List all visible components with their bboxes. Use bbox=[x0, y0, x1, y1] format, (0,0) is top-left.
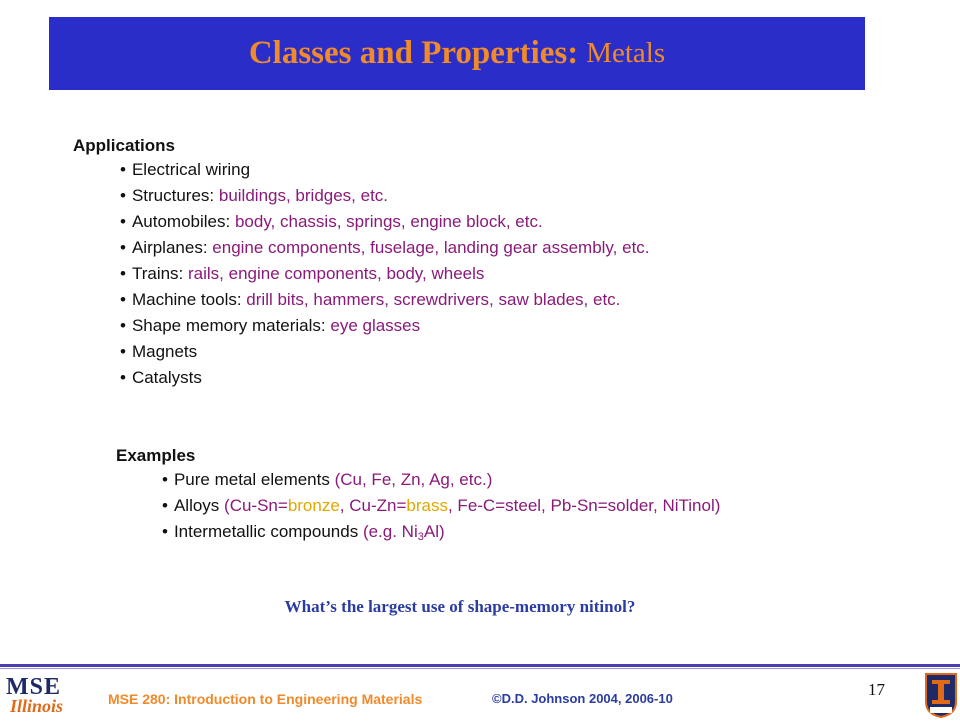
list-item: • Intermetallic compounds (e.g. $Ni_3Al$) bbox=[162, 522, 445, 543]
title-bar bbox=[49, 17, 865, 90]
applications-list bbox=[120, 157, 650, 391]
list-item: • Trains: rails, engine components, body, wheels bbox=[120, 264, 485, 283]
list-item: • Airplanes: engine components, fuselage, landing gear assembly, etc. bbox=[120, 238, 650, 257]
slide-title: Classes and Properties: bbox=[248, 35, 579, 71]
list-item: • Magnets bbox=[120, 342, 198, 361]
applications-heading: Applications bbox=[73, 136, 176, 155]
list-item: • Catalysts bbox=[120, 368, 202, 387]
footer-divider-thin bbox=[0, 668, 960, 669]
footer-course: MSE 280: Introduction to Engineering Materials bbox=[108, 691, 423, 707]
logo-mse-text: MSE bbox=[6, 674, 62, 700]
list-item: • Machine tools: drill bits, hammers, screwdrivers, saw blades, etc. bbox=[120, 290, 621, 309]
list-item: • Shape memory materials: eye glasses bbox=[120, 316, 421, 335]
list-item: • Automobiles: body, chassis, springs, engine block, etc. bbox=[120, 212, 543, 231]
mse-illinois-logo bbox=[6, 674, 86, 718]
logo-illinois-text: Illinois bbox=[10, 696, 64, 716]
footer-copyright: ©D.D. Johnson 2004, 2006-10 bbox=[492, 691, 673, 706]
examples-heading: Examples bbox=[116, 446, 196, 465]
list-item: • Alloys (Cu-Sn=bronze, Cu-Zn=brass, Fe-C=steel, Pb-Sn=solder, NiTinol) bbox=[162, 496, 721, 515]
slide-subtitle: Metals bbox=[586, 37, 666, 69]
examples-list bbox=[162, 467, 720, 550]
list-item: • Pure metal elements (Cu, Fe, Zn, Ag, etc.) bbox=[162, 470, 493, 489]
footer-divider bbox=[0, 664, 960, 667]
list-item: • Electrical wiring bbox=[120, 160, 251, 179]
page-number: 17 bbox=[868, 680, 885, 699]
question-text: What’s the largest use of shape-memory nitinol? bbox=[284, 597, 636, 616]
list-item: • Structures: buildings, bridges, etc. bbox=[120, 186, 389, 205]
university-seal-icon bbox=[924, 672, 958, 718]
